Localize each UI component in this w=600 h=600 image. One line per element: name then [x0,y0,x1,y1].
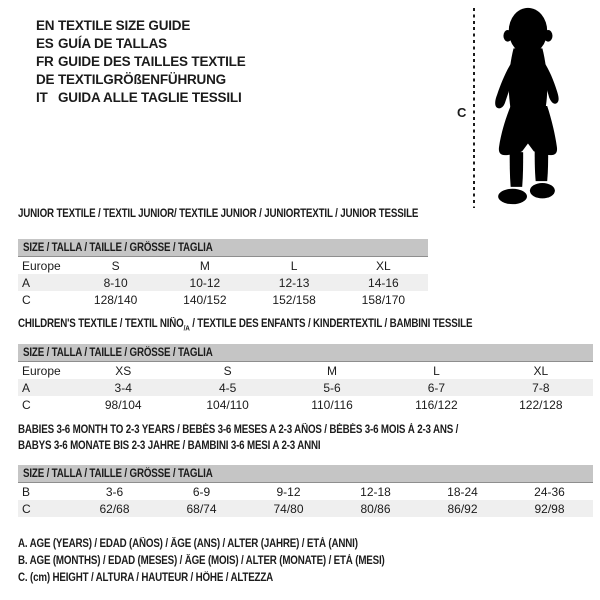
language-title-es: GUÍA DE TALLAS [58,35,167,51]
height-cell: 110/116 [311,397,353,412]
babies-table-title [18,422,536,454]
height-cell: 104/110 [206,397,249,412]
table-row-age-months [18,483,593,500]
size-header-text: SIZE / TALLA / TAILLE / GRÖSSE / TAGLIA [23,241,213,254]
size-cell: XL [376,258,391,273]
babies-title-line1: BABIES 3-6 MONTH TO 2-3 YEARS / BEBÉS 3-6 MESES A 2-3 AÑOS / BÉBÉS 3-6 MOIS À 2-3 ANS / [18,424,459,436]
height-measure-label: C [457,105,467,120]
age-cell: 18-24 [447,484,478,499]
table-row-europe [18,362,593,379]
language-title-fr: GUIDE DES TAILLES TEXTILE [58,53,246,69]
legend-text-c: C. (cm) HEIGHT / ALTURA / HAUTEUR / HÖHE / ALTEZZA [18,571,274,584]
language-row-it [36,88,246,106]
age-cell: 10-12 [189,275,221,290]
legend-line-a [18,535,449,552]
height-cell: 128/140 [93,292,138,307]
height-cell: 62/68 [99,501,130,516]
table-row-height [18,291,428,308]
row-label: C [22,397,31,412]
junior-size-table [18,239,428,308]
children-title-pre: CHILDREN'S TEXTILE / TEXTIL NIÑO [18,318,184,330]
age-cell: 6-7 [427,380,446,395]
age-cell: 6-9 [192,484,211,499]
row-label: C [22,501,31,516]
age-cell: 12-13 [278,275,310,290]
table-row-height [18,500,593,517]
height-cell: 74/80 [273,501,304,516]
language-title-en: TEXTILE SIZE GUIDE [58,17,191,33]
size-header-text: SIZE / TALLA / TAILLE / GRÖSSE / TAGLIA [23,346,213,359]
height-cell: 92/98 [534,501,565,516]
language-title-list [36,16,246,106]
size-cell: L [290,258,298,273]
language-code-en: EN [36,17,55,33]
age-cell: 5-6 [323,380,341,395]
junior-size-header-bar [18,239,428,257]
table-row-age [18,274,428,291]
row-label: Europe [22,258,61,273]
height-measure-dashed-line [473,8,475,208]
age-cell: 7-8 [532,380,550,395]
measure-legend [18,535,449,587]
height-cell: 80/86 [360,501,391,516]
babies-table-rows [18,483,593,517]
language-row-es [36,34,246,52]
children-table-title [18,316,472,336]
language-row-de [36,70,246,88]
age-cell: 3-4 [114,380,132,395]
table-row-height [18,396,593,413]
height-cell: 68/74 [186,501,217,516]
table-row-age [18,379,593,396]
babies-size-header-bar [18,465,593,483]
row-label: A [22,380,31,395]
language-row-fr [36,52,246,70]
language-title-it: GUIDA ALLE TAGLIE TESSILI [58,89,242,105]
table-row-europe [18,257,428,274]
language-code-it: IT [36,89,48,105]
age-cell: 8-10 [103,275,128,290]
age-cell: 9-12 [276,484,301,499]
toddler-silhouette-icon [483,6,571,208]
children-size-header-bar [18,344,593,362]
children-size-table [18,344,593,413]
height-cell: 122/128 [519,397,563,412]
size-cell: S [223,363,232,378]
legend-line-b [18,552,449,569]
children-title-post: / TEXTILE DES ENFANTS / KINDERTEXTIL / BAMBINI TESSILE [189,318,473,330]
height-cell: 158/170 [361,292,406,307]
language-row-en [36,16,246,34]
height-cell: 152/158 [272,292,316,307]
language-title-de: TEXTILGRÖßENFÜHRUNG [58,71,226,87]
babies-title-line2: BABYS 3-6 MONATE BIS 2-3 JAHRE / BAMBINI 3-6 MESI A 2-3 ANNI [18,440,321,452]
junior-table-title: JUNIOR TEXTILE / TEXTIL JUNIOR/ TEXTILE JUNIOR / JUNIORTEXTIL / JUNIOR TESSILE [18,208,419,220]
height-cell: 98/104 [104,397,142,412]
height-cell: 116/122 [415,397,458,412]
size-cell: L [433,363,440,378]
size-cell: M [199,258,210,273]
size-cell: XL [533,363,549,378]
size-header-text: SIZE / TALLA / TAILLE / GRÖSSE / TAGLIA [23,467,213,480]
legend-text-b: B. AGE (MONTHS) / EDAD (MESES) / ÂGE (MOIS) / ALTER (MONATE) / ETÀ (MESI) [18,554,385,567]
height-cell: 140/152 [183,292,227,307]
size-cell: S [111,258,120,273]
language-code-fr: FR [36,53,54,69]
age-cell: 24-36 [534,484,565,499]
row-label: C [22,292,31,307]
age-cell: 3-6 [105,484,124,499]
row-label: B [22,484,31,499]
junior-table-rows [18,257,428,308]
row-label: A [22,275,31,290]
language-code-es: ES [36,35,54,51]
age-cell: 4-5 [218,380,237,395]
size-cell: XS [115,363,132,378]
age-cell: 12-18 [360,484,391,499]
children-table-rows [18,362,593,413]
children-title-sub: /A [183,323,190,333]
babies-size-table [18,465,593,517]
size-cell: M [327,363,338,378]
height-cell: 86/92 [447,501,478,516]
row-label: Europe [22,363,61,378]
legend-text-a: A. AGE (YEARS) / EDAD (AÑOS) / ÂGE (ANS) / ALTER (JAHRE) / ETÀ (ANNI) [18,537,358,550]
language-code-de: DE [36,71,55,87]
legend-line-c [18,569,449,586]
age-cell: 14-16 [368,275,399,290]
